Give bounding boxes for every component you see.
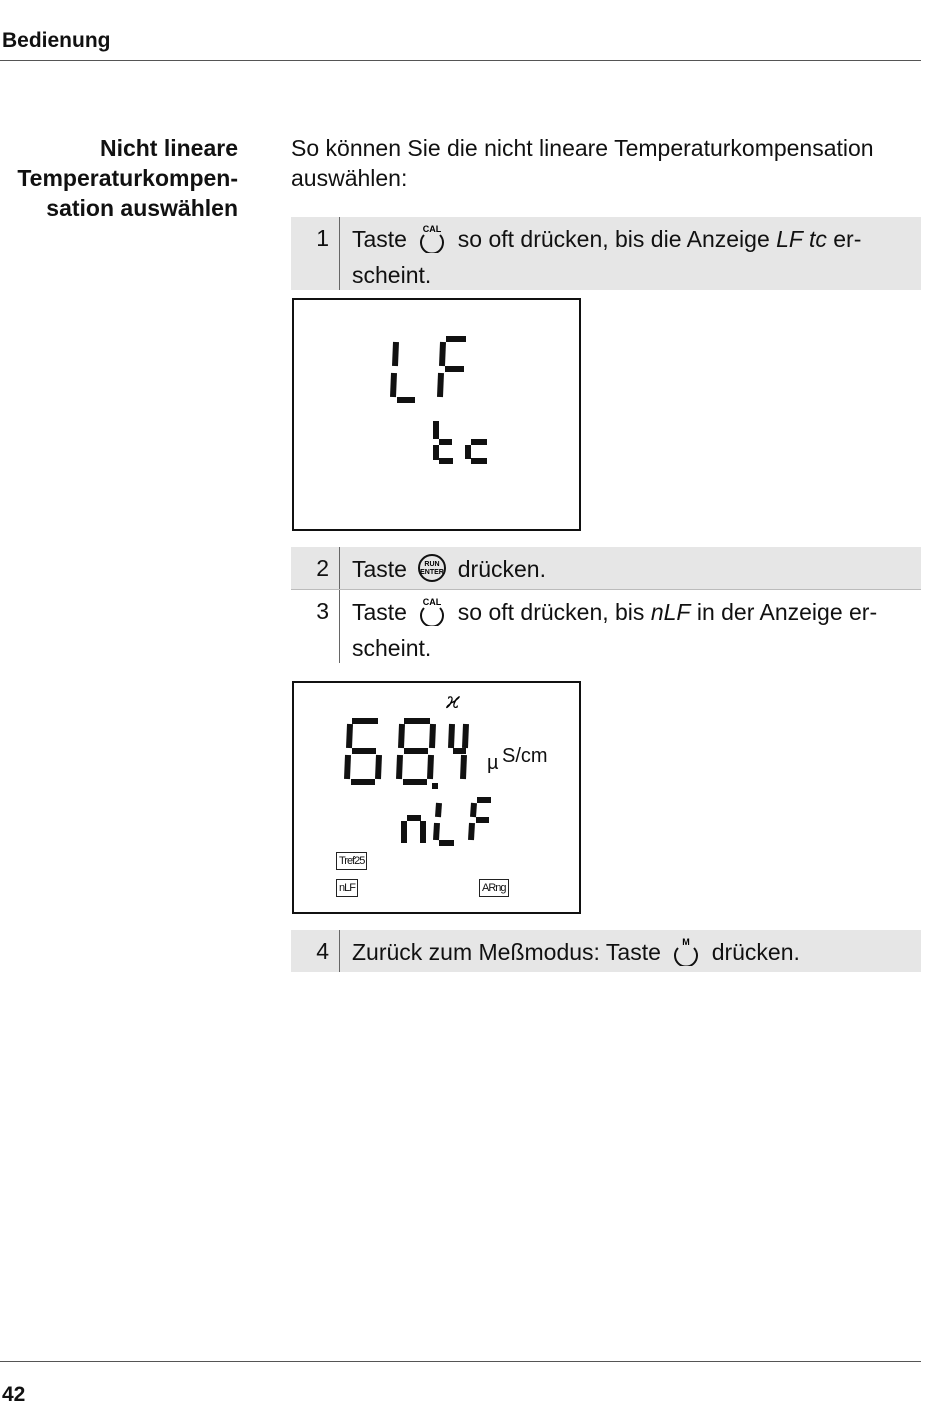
indicator-arng: ARng <box>479 879 509 897</box>
indicator-tref25: Tref25 <box>336 852 367 870</box>
cal-key-icon <box>415 596 449 633</box>
m-key-label: M <box>682 937 691 947</box>
intro-text <box>291 133 921 193</box>
step-display-ref: LF tc <box>776 226 827 252</box>
header-rule <box>0 60 921 61</box>
lcd-segments <box>294 683 579 912</box>
enter-key-label: ENTER <box>420 569 445 576</box>
step-3 <box>291 589 921 663</box>
step-number: 3 <box>291 590 340 663</box>
cal-key-label: CAL <box>423 224 442 234</box>
step-text-pre: Taste <box>352 556 407 582</box>
lcd-display-nlf <box>292 681 581 914</box>
step-display-ref: nLF <box>650 599 691 625</box>
step-text-post: drücken. <box>457 556 546 582</box>
lcd-display-lf-tc <box>292 298 581 531</box>
step-number: 4 <box>291 930 340 972</box>
step-text <box>352 590 921 669</box>
step-text-line2: scheint. <box>352 262 432 288</box>
intro-line: auswählen: <box>291 165 408 191</box>
step-number: 1 <box>291 217 340 290</box>
step-1 <box>291 217 921 290</box>
cal-key-label: CAL <box>423 597 442 607</box>
step-2 <box>291 547 921 589</box>
m-key-icon <box>669 936 703 973</box>
step-text <box>352 930 921 979</box>
section-heading <box>0 133 238 223</box>
step-text-pre: Taste <box>352 226 407 252</box>
step-text-post: so oft drücken, bis die Anzeige <box>457 226 770 252</box>
unit-prefix: µ <box>487 752 499 774</box>
step-number: 2 <box>291 547 340 589</box>
step-text-post: drücken. <box>711 939 800 965</box>
run-key-label: RUN <box>424 561 440 568</box>
header-title: Bedienung <box>2 29 111 52</box>
unit-label: S/cm <box>502 745 548 767</box>
step-text-pre: Zurück zum Meßmodus: Taste <box>352 939 661 965</box>
run-enter-key-icon <box>415 553 449 590</box>
step-text-line2: scheint. <box>352 635 432 661</box>
step-text-tail: in der Anzeige er- <box>696 599 878 625</box>
indicator-nlf: nLF <box>336 879 358 897</box>
step-4 <box>291 930 921 972</box>
section-heading-line: sation auswählen <box>46 195 238 221</box>
intro-line: So können Sie die nicht lineare Temperaturkompensation <box>291 135 874 161</box>
section-heading-line: Nicht lineare <box>99 135 238 161</box>
cal-key-icon <box>415 223 449 260</box>
step-text-post: so oft drücken, bis <box>457 599 645 625</box>
lcd-segments <box>294 300 579 529</box>
step-text-pre: Taste <box>352 599 407 625</box>
step-text-tail: er- <box>833 226 862 252</box>
footer-rule <box>0 1361 921 1362</box>
conductivity-symbol: ϰ <box>446 689 460 714</box>
page-number: 42 <box>2 1383 26 1406</box>
section-heading-line: Temperaturkompen- <box>17 165 238 191</box>
step-text <box>352 217 921 296</box>
